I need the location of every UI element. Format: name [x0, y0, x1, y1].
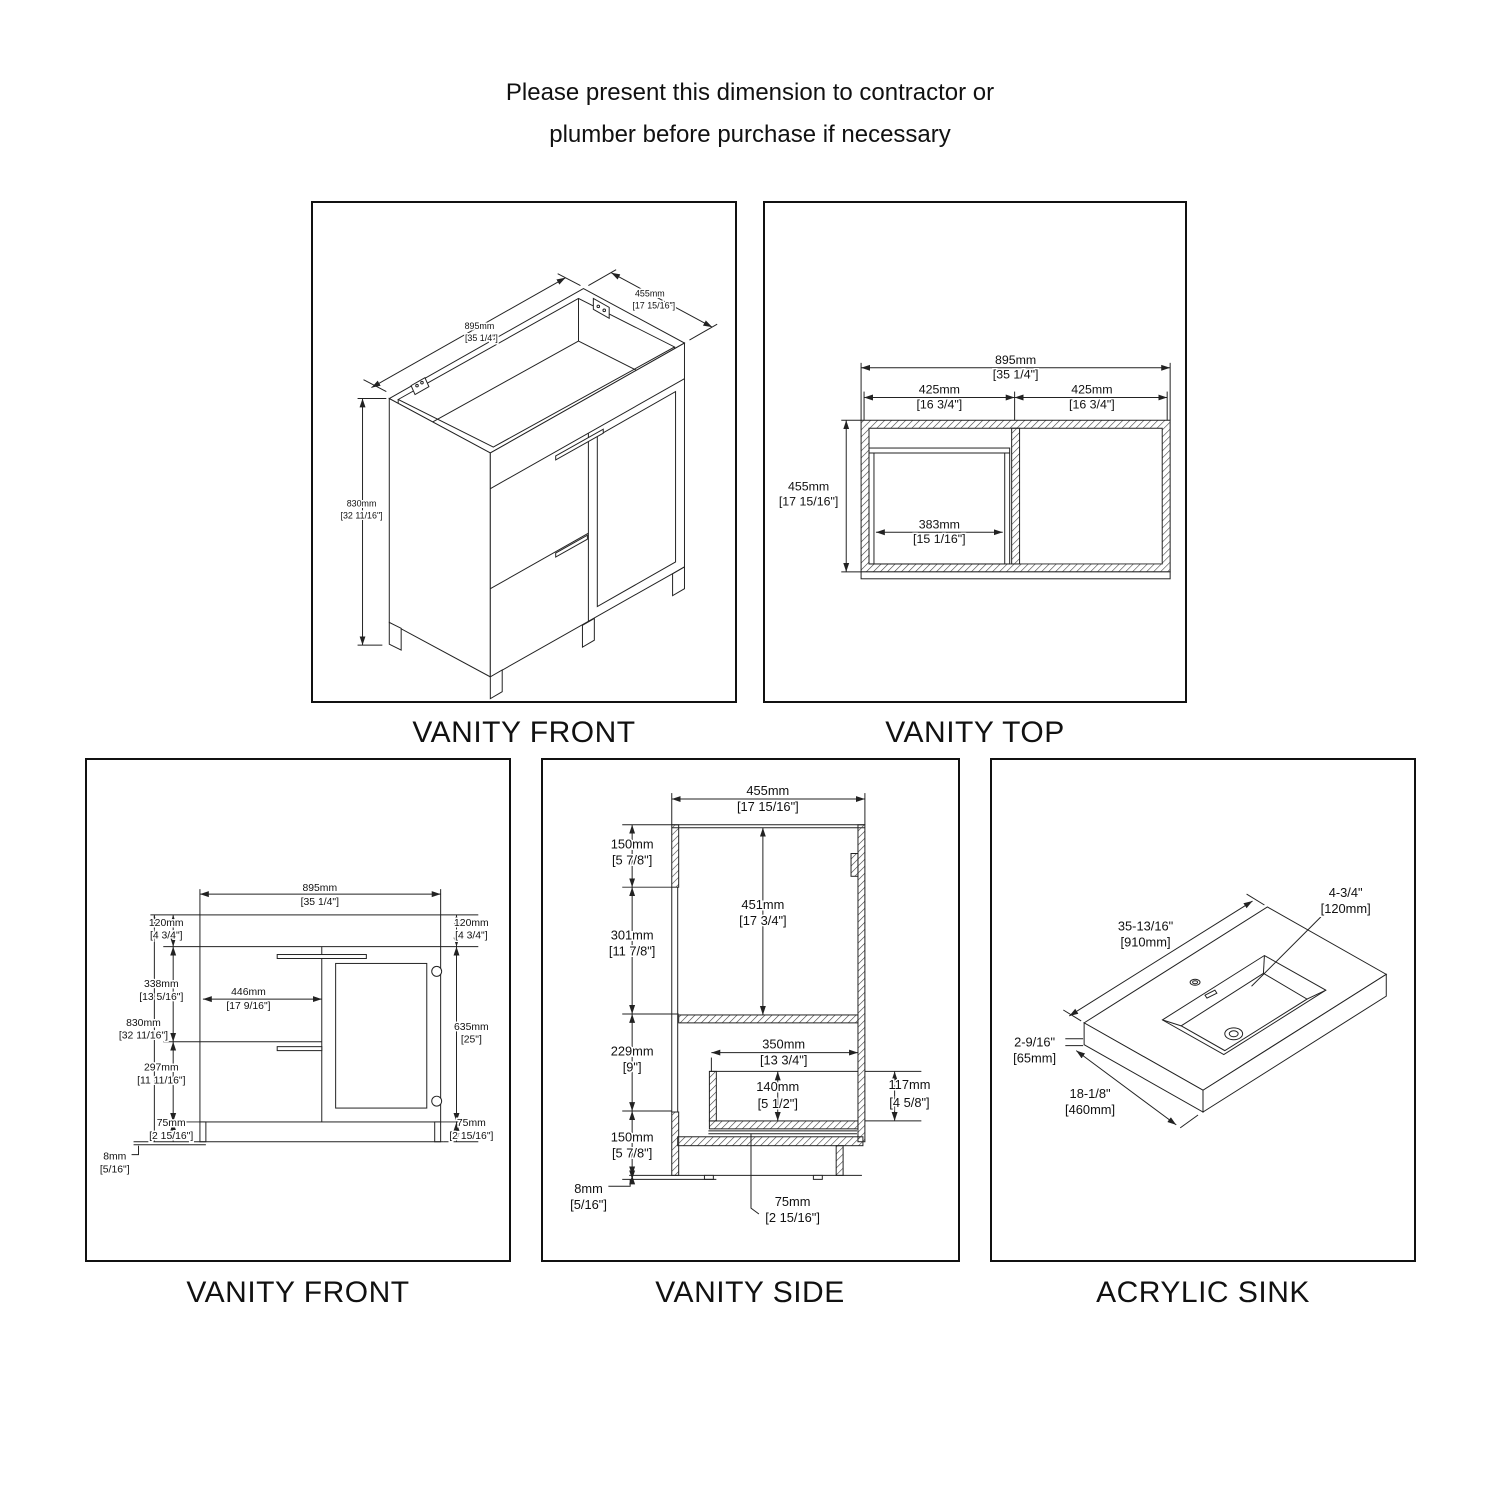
- dim-sink-depth-in: 18-1/8": [1069, 1086, 1111, 1102]
- front-drawer-handle-2: [277, 1047, 322, 1051]
- front-leg: [435, 1122, 441, 1142]
- side-front-wall: [858, 825, 865, 1142]
- label-vanity-front: VANITY FRONT: [186, 1276, 410, 1309]
- side-top-rail: [851, 854, 858, 877]
- dim-front-topleft-in: [4 3/4"]: [149, 930, 183, 942]
- dim-front-legleft-in: [2 15/16"]: [149, 1130, 194, 1142]
- dim-side-boxw-mm: 350mm: [762, 1036, 806, 1052]
- dim-side-bottom-mm: 150mm: [610, 1129, 654, 1145]
- dim-iso-height-in: [32 11/16"]: [340, 510, 383, 521]
- side-leg: [836, 1146, 843, 1176]
- dim-front-legleft-mm: 75mm: [156, 1117, 186, 1129]
- dim-side-mid-in: [9"]: [622, 1059, 642, 1075]
- dim-top-left-in: [16 3/4"]: [916, 397, 963, 412]
- dim-front-width-mm: 895mm: [302, 883, 338, 895]
- dim-sink-faucet-in: 4-3/4": [1328, 885, 1363, 901]
- dim-top-depth-mm: 455mm: [787, 479, 830, 494]
- dim-side-leg-in: [2 15/16"]: [765, 1209, 820, 1225]
- dim-side-right-in: [4 5/8"]: [889, 1095, 930, 1111]
- side-back-wall-top: [672, 825, 679, 887]
- panel-vanity-side: [541, 758, 960, 1262]
- label-vanity-side: VANITY SIDE: [655, 1276, 845, 1309]
- panel-vanity-top: [763, 201, 1187, 703]
- dim-sink-thick-in: 2-9/16": [1014, 1034, 1056, 1050]
- panel-vanity-front-iso: [311, 201, 737, 703]
- label-vanity-front-iso: VANITY FRONT: [412, 716, 636, 749]
- dim-front-legright-mm: 75mm: [456, 1117, 486, 1129]
- dim-top-width-in: [35 1/4"]: [992, 367, 1039, 382]
- front-leg: [200, 1122, 206, 1142]
- dim-top-width-mm: 895mm: [994, 352, 1037, 367]
- dim-front-drawerw-in: [17 9/16"]: [226, 1001, 271, 1013]
- dim-front-drawer1-mm: 338mm: [143, 979, 179, 991]
- vanity-front-elevation-drawing: [87, 760, 509, 1260]
- side-shelf: [679, 1015, 858, 1023]
- vanity-side-drawing: [543, 760, 958, 1260]
- dim-top-right-mm: 425mm: [1071, 382, 1113, 397]
- dim-iso-width-mm: 895mm: [464, 321, 495, 332]
- dim-top-depth-in: [17 15/16"]: [778, 494, 839, 509]
- dim-front-drawer1-in: [13 5/16"]: [139, 992, 184, 1004]
- sink-faucet-hole: [1190, 979, 1200, 985]
- dim-side-leg-mm: 75mm: [774, 1194, 811, 1210]
- vanity-front-iso-drawing: [313, 203, 735, 701]
- dim-side-mid-mm: 229mm: [610, 1043, 654, 1059]
- dim-top-left-mm: 425mm: [918, 382, 960, 397]
- dim-side-upper-mm: 301mm: [610, 927, 654, 943]
- dim-front-door-in: [25"]: [460, 1034, 482, 1046]
- sheet-title-line2: plumber before purchase if necessary: [549, 121, 951, 148]
- dim-sink-depth-mm: [460mm]: [1065, 1102, 1116, 1118]
- dim-sink-width-mm: [910mm]: [1120, 934, 1171, 950]
- top-view-divider: [1012, 428, 1020, 564]
- panel-acrylic-sink: [990, 758, 1416, 1262]
- side-drawer-box-wall: [709, 1071, 716, 1121]
- dim-side-depth-mm: 455mm: [746, 783, 790, 799]
- dim-top-right-in: [16 3/4"]: [1069, 397, 1115, 412]
- top-view-drawer-box: [869, 448, 1010, 564]
- dim-front-legright-in: [2 15/16"]: [449, 1130, 494, 1142]
- dim-front-width-in: [35 1/4"]: [300, 896, 339, 908]
- dim-side-foot-in: [5/16"]: [570, 1197, 607, 1213]
- front-door-hinge: [432, 1096, 442, 1106]
- dim-top-inner-in: [15 1/16"]: [913, 532, 966, 547]
- front-drawer-handle-1: [277, 955, 366, 959]
- dim-side-boxh-in: [5 1/2"]: [757, 1096, 798, 1112]
- dim-side-boxh-mm: 140mm: [756, 1079, 800, 1095]
- dim-front-topright-mm: 120mm: [454, 917, 489, 929]
- dim-front-height-in: [32 11/16"]: [118, 1030, 169, 1042]
- dim-front-foot-in: [5/16"]: [99, 1164, 130, 1176]
- dim-side-inner-mm: 451mm: [741, 896, 785, 912]
- dim-side-depth-in: [17 15/16"]: [736, 798, 799, 814]
- sink-drain: [1225, 1028, 1243, 1040]
- vanity-top-drawing: [765, 203, 1185, 701]
- label-acrylic-sink: ACRYLIC SINK: [1096, 1276, 1310, 1309]
- dim-sink-width-in: 35-13/16": [1117, 918, 1174, 934]
- dim-front-door-mm: 635mm: [454, 1021, 489, 1033]
- dim-front-topleft-mm: 120mm: [148, 917, 184, 929]
- dim-front-height-mm: 830mm: [126, 1017, 161, 1029]
- dim-iso-depth-mm: 455mm: [634, 288, 665, 299]
- dim-front-drawer2-in: [11 11/16"]: [137, 1075, 186, 1087]
- side-foot: [813, 1175, 822, 1179]
- dim-side-top-mm: 150mm: [610, 836, 654, 852]
- sheet-title-line1: Please present this dimension to contractor or: [505, 79, 995, 106]
- side-foot: [704, 1175, 713, 1179]
- dim-front-topright-in: [4 3/4"]: [455, 930, 488, 942]
- dim-side-right-mm: 117mm: [888, 1077, 931, 1093]
- dim-side-foot-mm: 8mm: [574, 1181, 603, 1197]
- side-drawer-box-bottom: [709, 1121, 858, 1129]
- dim-top-inner-mm: 383mm: [918, 517, 960, 532]
- acrylic-sink-drawing: [992, 760, 1414, 1260]
- dim-side-bottom-in: [5 7/8"]: [611, 1145, 653, 1161]
- dim-iso-width-in: [35 1/4"]: [464, 333, 498, 344]
- panel-vanity-front-elevation: [85, 758, 511, 1262]
- dim-iso-height-mm: 830mm: [346, 498, 377, 509]
- front-door-hinge: [432, 966, 442, 976]
- label-vanity-top: VANITY TOP: [885, 716, 1065, 749]
- dim-side-upper-in: [11 7/8"]: [608, 943, 656, 959]
- dim-front-drawerw-mm: 446mm: [231, 987, 266, 999]
- side-bottom-panel: [678, 1137, 863, 1146]
- front-cabinet-outline: [200, 915, 441, 1122]
- top-view-front-strip: [861, 572, 1170, 579]
- sheet-title: [0, 72, 1500, 156]
- dim-sink-thick-mm: [65mm]: [1013, 1050, 1057, 1066]
- dim-front-foot-mm: 8mm: [103, 1151, 127, 1163]
- dim-side-boxw-in: [13 3/4"]: [759, 1052, 808, 1068]
- dim-front-drawer2-mm: 297mm: [143, 1062, 179, 1074]
- dim-sink-faucet-mm: [120mm]: [1320, 900, 1371, 916]
- dim-side-inner-in: [17 3/4"]: [739, 912, 787, 928]
- dim-iso-depth-in: [17 15/16"]: [632, 300, 676, 311]
- dim-side-top-in: [5 7/8"]: [611, 852, 653, 868]
